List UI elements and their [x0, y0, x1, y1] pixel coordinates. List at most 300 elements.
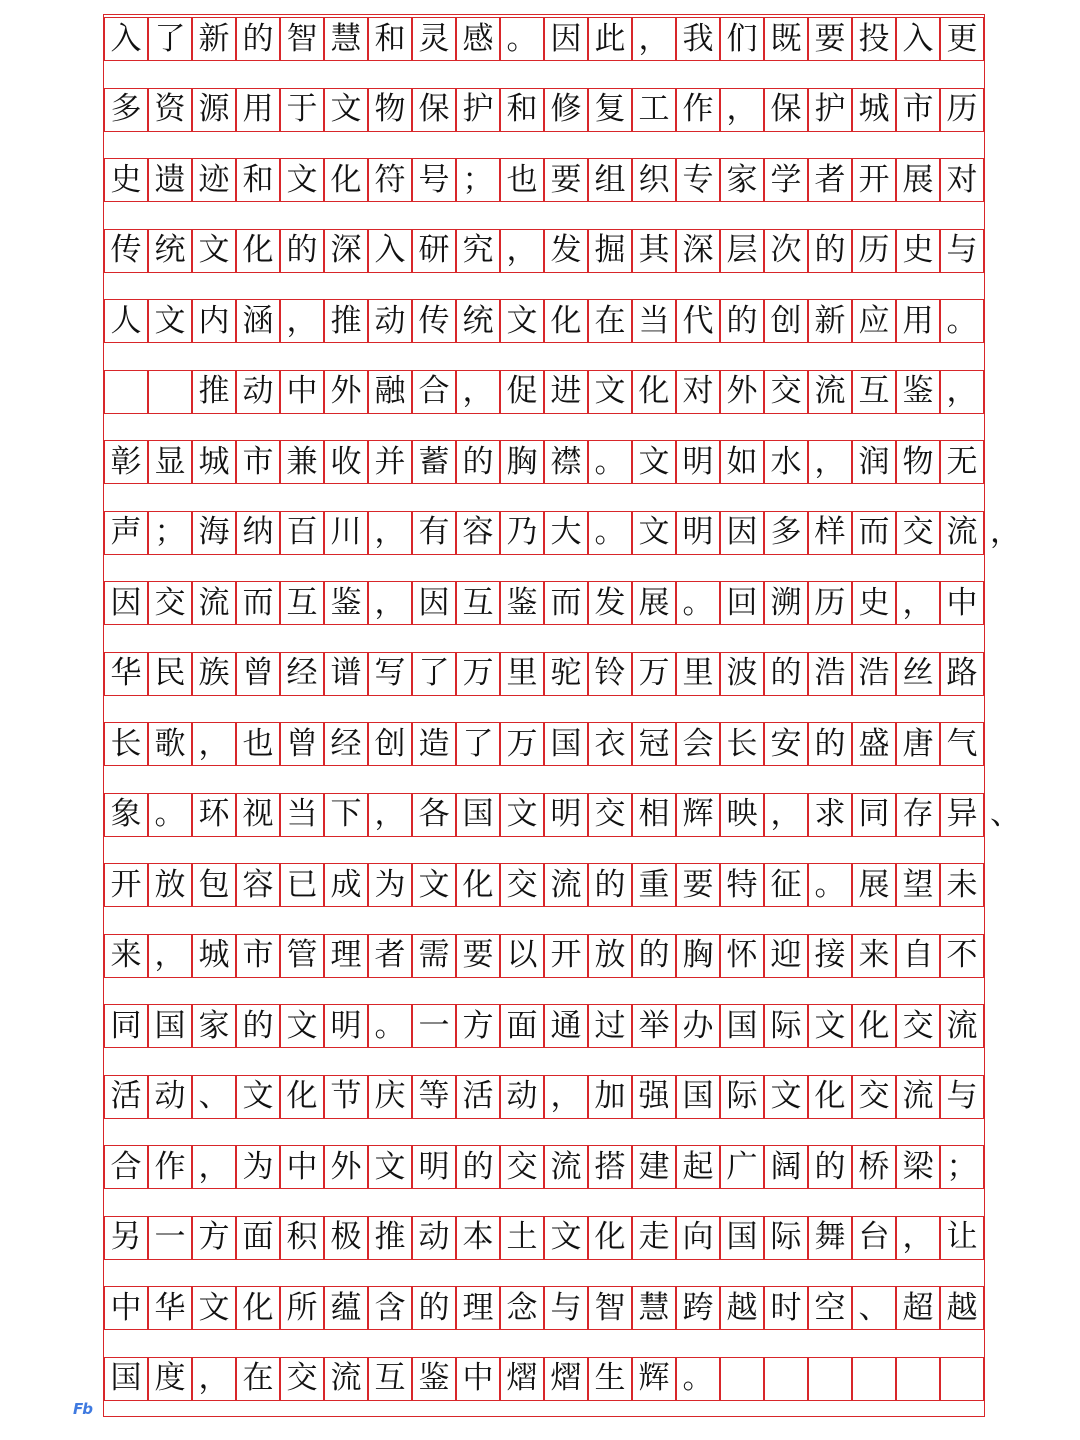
character: 鉴 [506, 584, 538, 621]
grid-cell [940, 158, 984, 202]
character: 样 [814, 514, 846, 550]
grid-cell [720, 1286, 764, 1330]
grid-cell [324, 1216, 368, 1260]
character: 收 [330, 443, 362, 480]
grid-cell [808, 722, 852, 766]
grid-cell [676, 440, 720, 484]
grid-cell [940, 1286, 984, 1330]
character: 推 [198, 373, 230, 409]
character: 放 [594, 937, 626, 973]
grid-cell [544, 370, 588, 414]
character: 节 [330, 1078, 362, 1114]
character: 熠 [506, 1360, 538, 1396]
grid-cell [148, 722, 192, 766]
grid-cell [588, 722, 632, 766]
character: 化 [594, 1219, 626, 1255]
grid-cell [104, 1357, 148, 1401]
grid-cell [456, 793, 500, 837]
character: 号 [418, 161, 450, 198]
grid-cell [588, 1216, 632, 1260]
character: 在 [594, 302, 626, 339]
character: 包 [198, 866, 230, 903]
character: 物 [902, 443, 934, 480]
grid-cell [192, 1145, 236, 1189]
grid-cell [236, 1357, 280, 1401]
character: 溯 [770, 584, 802, 621]
grid-cell [280, 1145, 324, 1189]
character: 的 [242, 20, 274, 57]
grid-cell [456, 158, 500, 202]
grid-cell [412, 511, 456, 555]
grid-cell [896, 1004, 940, 1048]
character: 市 [242, 443, 274, 480]
character: 合 [418, 373, 450, 409]
character: 传 [110, 232, 142, 268]
grid-cell [368, 652, 412, 696]
character: ， [198, 725, 230, 762]
grid-cell [500, 88, 544, 132]
grid-cell [456, 1286, 500, 1330]
grid-cell [280, 1075, 324, 1119]
character: 史 [858, 584, 890, 621]
character: 了 [418, 655, 450, 691]
grid-cell [280, 88, 324, 132]
character: ； [154, 514, 186, 550]
grid-cell [676, 511, 720, 555]
character: 作 [682, 91, 714, 127]
grid-cell [808, 229, 852, 273]
grid-cell [676, 158, 720, 202]
character: 的 [638, 937, 670, 973]
character: 的 [594, 866, 626, 903]
grid-cell [720, 722, 764, 766]
character: 研 [418, 232, 450, 268]
character: 活 [462, 1078, 494, 1114]
grid-cell [324, 88, 368, 132]
grid-cell [280, 1357, 324, 1401]
character: 源 [198, 91, 230, 127]
character: 的 [242, 1007, 274, 1044]
character: 成 [330, 866, 362, 903]
grid-cell [456, 17, 500, 61]
character: 新 [198, 20, 230, 57]
grid-cell [940, 1004, 984, 1048]
character: 海 [198, 514, 230, 550]
character: 等 [418, 1078, 450, 1114]
character: 明 [418, 1148, 450, 1185]
grid-cell [324, 863, 368, 907]
grid-cell [852, 88, 896, 132]
character: 会 [682, 725, 714, 762]
grid-cell [456, 299, 500, 343]
character: 符 [374, 161, 406, 198]
character: 动 [506, 1078, 538, 1114]
grid-cell [324, 1357, 368, 1401]
character: 互 [286, 584, 318, 621]
grid-cell [852, 1357, 896, 1401]
grid-cell [500, 581, 544, 625]
grid-cell [500, 370, 544, 414]
grid-cell [896, 934, 940, 978]
character: 未 [946, 866, 978, 903]
character: 路 [946, 655, 978, 691]
character: 各 [418, 796, 450, 832]
grid-cell [852, 581, 896, 625]
character: 与 [946, 232, 978, 268]
character: ， [550, 1078, 582, 1114]
grid-cell [764, 1216, 808, 1260]
character: ， [814, 443, 846, 480]
character: 化 [330, 161, 362, 198]
grid-cell [192, 1075, 236, 1119]
character: 究 [462, 232, 494, 268]
grid-cell [368, 370, 412, 414]
grid-cell [632, 793, 676, 837]
grid-cell [764, 299, 808, 343]
character: 交 [506, 866, 538, 903]
character: 让 [946, 1219, 978, 1255]
grid-cell [808, 1286, 852, 1330]
grid-cell [940, 229, 984, 273]
grid-cell [852, 1004, 896, 1048]
grid-cell [192, 793, 236, 837]
character: 万 [638, 655, 670, 691]
grid-cell [720, 229, 764, 273]
grid-cell [632, 652, 676, 696]
grid-cell [764, 1075, 808, 1119]
grid-cell [764, 581, 808, 625]
character: 为 [374, 866, 406, 903]
grid-cell [236, 158, 280, 202]
grid-cell [192, 229, 236, 273]
grid-cell [940, 299, 984, 343]
character: 来 [858, 937, 890, 973]
grid-cell [896, 1216, 940, 1260]
grid-cell [104, 722, 148, 766]
character: 念 [506, 1289, 538, 1326]
character: 流 [330, 1360, 362, 1396]
grid-cell [456, 1357, 500, 1401]
character: 动 [374, 302, 406, 339]
character: 文 [594, 373, 626, 409]
grid-cell [104, 17, 148, 61]
grid-cell [104, 581, 148, 625]
character: 衣 [594, 725, 626, 762]
character: 动 [418, 1219, 450, 1255]
character: 文 [286, 161, 318, 198]
grid-cell [676, 229, 720, 273]
grid-cell [632, 370, 676, 414]
grid-cell [588, 793, 632, 837]
grid-cell [368, 722, 412, 766]
grid-cell [412, 793, 456, 837]
character: 促 [506, 373, 538, 409]
character: 因 [110, 584, 142, 621]
character: 互 [858, 373, 890, 409]
character: 视 [242, 796, 274, 832]
character: 熠 [550, 1360, 582, 1396]
character: 民 [154, 655, 186, 691]
grid-cell [324, 722, 368, 766]
grid-cell [192, 1216, 236, 1260]
character: 鉴 [418, 1360, 450, 1396]
grid-cell [676, 1357, 720, 1401]
grid-cell [852, 17, 896, 61]
grid-cell [324, 370, 368, 414]
character: 面 [242, 1219, 274, 1255]
character: 大 [550, 514, 582, 550]
grid-cell [632, 863, 676, 907]
character: 桥 [858, 1148, 890, 1185]
grid-cell [588, 1004, 632, 1048]
character: 国 [550, 725, 582, 762]
grid-cell [808, 863, 852, 907]
grid-cell [236, 934, 280, 978]
grid-cell [764, 17, 808, 61]
character: 丝 [902, 655, 934, 691]
character: 城 [198, 937, 230, 973]
character: 管 [286, 937, 318, 973]
grid-cell [280, 722, 324, 766]
character: 空 [814, 1289, 846, 1326]
grid-cell [720, 934, 764, 978]
grid-cell [764, 440, 808, 484]
grid-cell [896, 1357, 940, 1401]
character: 因 [418, 584, 450, 621]
character: 象 [110, 796, 142, 832]
grid-cell [676, 793, 720, 837]
grid-cell [676, 1216, 720, 1260]
grid-cell [632, 722, 676, 766]
grid-cell [456, 1004, 500, 1048]
grid-cell [192, 88, 236, 132]
character: 国 [726, 1007, 758, 1044]
grid-cell [940, 581, 984, 625]
character: 里 [682, 655, 714, 691]
grid-cell [632, 1286, 676, 1330]
character: 铃 [594, 655, 626, 691]
character: 容 [242, 866, 274, 903]
grid-cell [236, 17, 280, 61]
character: ， [374, 514, 406, 550]
character: 慧 [330, 20, 362, 57]
character: 越 [726, 1289, 758, 1326]
character: 统 [154, 232, 186, 268]
grid-cell [324, 1004, 368, 1048]
grid-cell [148, 1216, 192, 1260]
grid-cell [280, 17, 324, 61]
character: 加 [594, 1078, 626, 1114]
grid-cell [104, 1004, 148, 1048]
grid-cell [588, 1145, 632, 1189]
grid-cell [368, 229, 412, 273]
character: 的 [286, 232, 318, 268]
grid-cell [412, 229, 456, 273]
character: 流 [550, 866, 582, 903]
character: ， [770, 796, 802, 832]
character: 起 [682, 1148, 714, 1185]
grid-cell [544, 1357, 588, 1401]
grid-cell [632, 1145, 676, 1189]
grid-cell [104, 229, 148, 273]
character: 流 [902, 1078, 934, 1114]
character: 应 [858, 302, 890, 339]
grid-cell [544, 793, 588, 837]
grid-cell [676, 581, 720, 625]
character: 台 [858, 1219, 890, 1255]
page-frame [103, 14, 985, 1417]
grid-cell [412, 17, 456, 61]
character: 和 [506, 91, 538, 127]
grid-cell [896, 299, 940, 343]
grid-cell [148, 229, 192, 273]
grid-cell [412, 88, 456, 132]
character: 、 [858, 1289, 890, 1326]
grid-cell [192, 722, 236, 766]
character: 护 [814, 91, 846, 127]
character: ， [374, 584, 406, 621]
grid-cell [852, 1075, 896, 1119]
grid-cell [588, 511, 632, 555]
character: 理 [462, 1289, 494, 1326]
grid-cell [940, 1357, 984, 1401]
character: ； [946, 1148, 978, 1185]
grid-cell [104, 158, 148, 202]
character: 交 [286, 1360, 318, 1396]
character: 襟 [550, 443, 582, 480]
grid-cell [632, 1216, 676, 1260]
app-logo: Fb [73, 1400, 92, 1418]
grid-cell [764, 158, 808, 202]
grid-cell [544, 581, 588, 625]
grid-cell [588, 17, 632, 61]
grid-cell [632, 511, 676, 555]
grid-cell [500, 1357, 544, 1401]
grid-cell [412, 1004, 456, 1048]
character: 交 [506, 1148, 538, 1185]
grid-cell [588, 370, 632, 414]
grid-cell [764, 511, 808, 555]
character: 相 [638, 796, 670, 832]
grid-cell [500, 17, 544, 61]
grid-cell [764, 934, 808, 978]
character: 蕴 [330, 1289, 362, 1326]
character: 通 [550, 1007, 582, 1044]
grid-cell [192, 652, 236, 696]
grid-cell [236, 722, 280, 766]
character: 的 [814, 725, 846, 762]
grid-cell [148, 1286, 192, 1330]
character: 深 [682, 232, 714, 268]
grid-cell [764, 863, 808, 907]
character: 者 [374, 937, 406, 973]
character: 推 [330, 302, 362, 339]
character: 交 [594, 796, 626, 832]
character: 文 [770, 1078, 802, 1114]
grid-cell [588, 1357, 632, 1401]
character: 映 [726, 796, 758, 832]
grid-cell [632, 158, 676, 202]
grid-cell [456, 1145, 500, 1189]
character: 不 [946, 937, 978, 973]
character: 的 [462, 1148, 494, 1185]
character: 传 [418, 302, 450, 339]
character: 中 [110, 1289, 142, 1326]
character: ； [462, 161, 494, 198]
character: 与 [946, 1078, 978, 1114]
grid-cell [500, 934, 544, 978]
character: 明 [550, 796, 582, 832]
character: 中 [946, 584, 978, 621]
character: 要 [682, 866, 714, 903]
character: 多 [770, 514, 802, 550]
grid-cell [676, 1004, 720, 1048]
grid-cell [940, 511, 984, 555]
character: ， [506, 232, 538, 268]
character: 互 [374, 1360, 406, 1396]
character: ， [726, 91, 758, 127]
grid-cell [236, 1075, 280, 1119]
grid-cell [148, 581, 192, 625]
grid-cell [148, 299, 192, 343]
character: 用 [902, 302, 934, 339]
character: 写 [374, 655, 406, 691]
character: 史 [110, 161, 142, 198]
grid-cell [280, 440, 324, 484]
character: 含 [374, 1289, 406, 1326]
grid-cell [148, 1357, 192, 1401]
grid-cell [940, 1075, 984, 1119]
grid-cell [764, 1145, 808, 1189]
character: 资 [154, 91, 186, 127]
grid-cell [544, 652, 588, 696]
character: 中 [462, 1360, 494, 1396]
grid-cell [368, 88, 412, 132]
character: ， [902, 1219, 934, 1255]
grid-cell [500, 793, 544, 837]
grid-cell [236, 581, 280, 625]
character: 历 [946, 91, 978, 127]
grid-cell [236, 1286, 280, 1330]
grid-cell [764, 88, 808, 132]
grid-cell [896, 511, 940, 555]
grid-cell [192, 299, 236, 343]
grid-cell [940, 1216, 984, 1260]
margin-punctuation: ， [990, 513, 1021, 550]
grid-cell [236, 229, 280, 273]
grid-cell [676, 17, 720, 61]
character: 存 [902, 796, 934, 832]
character: 推 [374, 1219, 406, 1255]
grid-cell [808, 299, 852, 343]
grid-cell [192, 511, 236, 555]
grid-cell [456, 370, 500, 414]
character: 润 [858, 443, 890, 480]
character: 梁 [902, 1148, 934, 1185]
grid-cell [896, 722, 940, 766]
grid-cell [280, 863, 324, 907]
character: 怀 [726, 937, 758, 973]
character: 保 [770, 91, 802, 127]
character: 强 [638, 1078, 670, 1114]
character: 。 [594, 443, 626, 480]
character: 文 [506, 302, 538, 339]
grid-cell [104, 1075, 148, 1119]
character: 因 [726, 514, 758, 550]
character: ， [198, 1148, 230, 1185]
character: 迹 [198, 161, 230, 198]
character: 越 [946, 1289, 978, 1326]
